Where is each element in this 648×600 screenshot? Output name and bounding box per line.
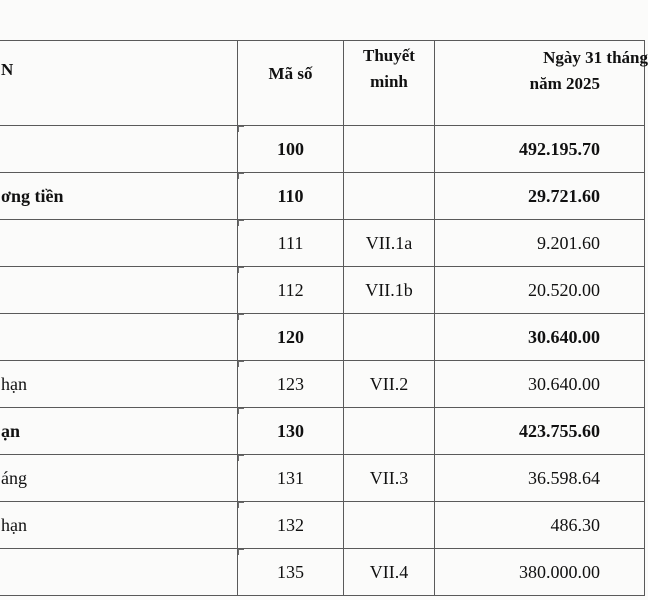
row-amount-text: 30.640.00 — [528, 326, 600, 347]
row-code-text: 131 — [277, 467, 304, 488]
row-note-cell — [344, 361, 435, 408]
row-note-cell — [344, 549, 435, 596]
row-name-text: hạn — [1, 373, 27, 394]
row-amount-cell — [435, 126, 645, 173]
row-code-text: 120 — [277, 326, 304, 347]
row-amount-cell — [435, 267, 645, 314]
table-header-row — [0, 41, 645, 126]
row-note-text: VII.1b — [365, 279, 413, 300]
row-code-cell — [238, 173, 344, 220]
cell-corner-mark — [238, 173, 244, 179]
row-name-cell — [0, 408, 238, 455]
row-code-cell — [238, 502, 344, 549]
row-amount-text: 29.721.60 — [528, 185, 600, 206]
row-code-text: 123 — [277, 373, 304, 394]
header-code: Mã số — [238, 41, 344, 126]
row-note-cell — [344, 126, 435, 173]
table-body — [0, 126, 645, 596]
cell-corner-mark — [238, 455, 244, 461]
row-amount-cell — [435, 361, 645, 408]
row-amount-cell — [435, 408, 645, 455]
row-note-cell — [344, 267, 435, 314]
header-note-line2: minh — [370, 72, 408, 91]
row-amount-cell — [435, 173, 645, 220]
balance-sheet-table — [0, 40, 648, 596]
row-name-cell — [0, 267, 238, 314]
row-code-cell — [238, 408, 344, 455]
row-amount-cell — [435, 549, 645, 596]
row-name-cell — [0, 173, 238, 220]
row-name-text: ơng tiền — [1, 185, 64, 206]
table-row — [0, 314, 645, 361]
cell-corner-mark — [238, 267, 244, 273]
row-note-cell — [344, 455, 435, 502]
row-note-text: VII.4 — [369, 561, 409, 582]
row-amount-cell — [435, 314, 645, 361]
row-code-cell — [238, 220, 344, 267]
row-name-cell — [0, 314, 238, 361]
header-note-line1: Thuyết — [363, 46, 415, 65]
row-code-cell — [238, 267, 344, 314]
row-note-text: VII.2 — [369, 373, 409, 394]
row-name-cell — [0, 549, 238, 596]
row-note-cell — [344, 314, 435, 361]
header-name: N — [0, 41, 238, 126]
row-amount-text: 30.640.00 — [528, 373, 600, 394]
row-note-cell — [344, 408, 435, 455]
row-amount-text: 20.520.00 — [528, 279, 600, 300]
row-name-cell — [0, 126, 238, 173]
table-row — [0, 173, 645, 220]
row-amount-text: 486.30 — [550, 514, 600, 535]
row-note-cell — [344, 502, 435, 549]
row-code-cell — [238, 314, 344, 361]
cell-corner-mark — [238, 408, 244, 414]
cell-corner-mark — [238, 502, 244, 508]
row-note-cell — [344, 220, 435, 267]
row-code-text: 130 — [277, 420, 304, 441]
row-code-text: 135 — [277, 561, 304, 582]
row-amount-cell — [435, 455, 645, 502]
row-name-text: ạn — [1, 420, 21, 441]
row-code-cell — [238, 549, 344, 596]
cell-corner-mark — [238, 126, 244, 132]
table-row — [0, 126, 645, 173]
row-code-text: 110 — [277, 185, 304, 206]
row-name-cell — [0, 361, 238, 408]
row-name-cell — [0, 502, 238, 549]
header-note — [344, 41, 435, 126]
row-code-cell — [238, 455, 344, 502]
row-note-text: VII.1a — [365, 232, 413, 253]
table-row — [0, 502, 645, 549]
row-code-cell — [238, 126, 344, 173]
row-name-cell — [0, 220, 238, 267]
row-code-text: 132 — [277, 514, 304, 535]
cell-corner-mark — [238, 361, 244, 367]
table-row — [0, 267, 645, 314]
row-note-cell — [344, 173, 435, 220]
row-amount-text: 380.000.00 — [519, 561, 600, 582]
table-row — [0, 549, 645, 596]
row-amount-text: 9.201.60 — [537, 232, 600, 253]
row-code-cell — [238, 361, 344, 408]
header-amount — [435, 41, 648, 126]
cell-corner-mark — [238, 314, 244, 320]
header-amount-line1: Ngày 31 tháng — [543, 48, 648, 67]
row-name-text: áng — [1, 467, 27, 488]
table-row — [0, 220, 645, 267]
row-code-text: 112 — [277, 279, 304, 300]
row-amount-cell — [435, 502, 645, 549]
row-amount-text: 36.598.64 — [528, 467, 600, 488]
row-code-text: 100 — [277, 138, 304, 159]
row-amount-text: 492.195.70 — [519, 138, 600, 159]
row-amount-cell — [435, 220, 645, 267]
cell-corner-mark — [238, 220, 244, 226]
cell-corner-mark — [238, 549, 244, 555]
row-amount-text: 423.755.60 — [519, 420, 600, 441]
table-row — [0, 408, 645, 455]
row-name-text: hạn — [1, 514, 27, 535]
header-amount-line2: năm 2025 — [529, 74, 600, 93]
row-note-text: VII.3 — [369, 467, 409, 488]
row-name-cell — [0, 455, 238, 502]
table-row — [0, 455, 645, 502]
table-row — [0, 361, 645, 408]
row-code-text: 111 — [277, 232, 304, 253]
